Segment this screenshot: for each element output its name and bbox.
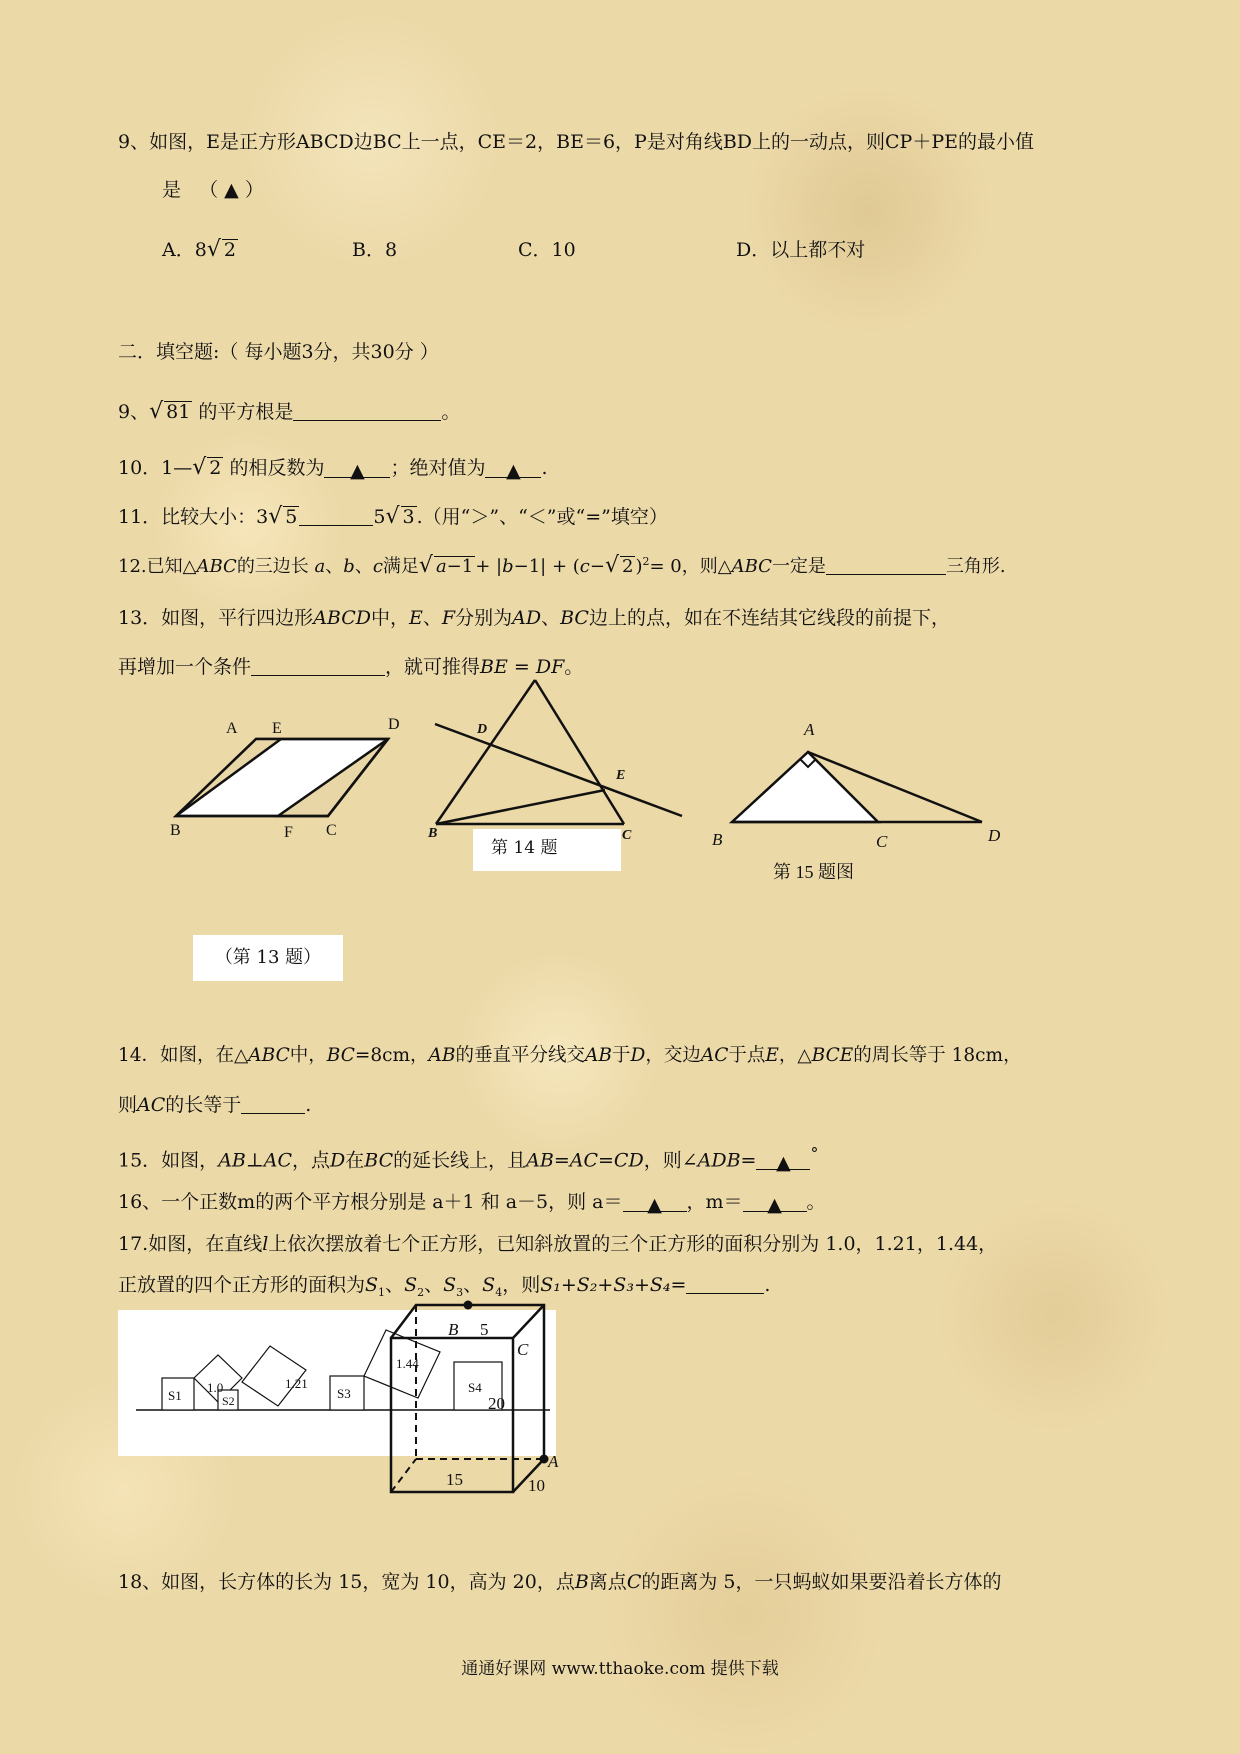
sqrt-symbol: √ (206, 237, 221, 262)
fig15-caption: 第 15 题图 (773, 862, 854, 882)
q18-b: B (574, 1571, 589, 1593)
q12-formula-m2: −1| + ( (513, 556, 580, 577)
q12-c: c (372, 556, 383, 577)
q18-cc: C (626, 1571, 642, 1593)
q12-formula-m3: − (589, 556, 605, 577)
fig17-label-s4: S4 (468, 1380, 482, 1395)
q9a-line1: 9、如图，E是正方形ABCD边BC上一点，CE＝2，BE＝6，P是对角线BD上的一动点，则CP＋PE的最小值 (118, 131, 1034, 153)
q17-line1 (118, 1232, 997, 1256)
q10-radicand: 2 (209, 457, 222, 479)
q16-mark2: ▲ (743, 1193, 807, 1212)
fig15-label-b: B (712, 830, 723, 849)
q14-l2b: 的长等于 (165, 1094, 242, 1116)
q17-l2b: ，则 (502, 1274, 541, 1296)
q17-l2a: 正放置的四个正方形的面积为 (118, 1274, 366, 1296)
q16-end: 。 (806, 1191, 826, 1213)
q12-formula-sqrt (434, 556, 475, 577)
fig13-caption: （第 13 题） (193, 935, 343, 981)
fig13-label-f: F (284, 824, 293, 841)
q17-blank (686, 1275, 764, 1294)
q12-formula-sq: 2 (642, 555, 650, 568)
q15-d: D (330, 1149, 346, 1172)
q10-text2: ；绝对值为 (390, 457, 486, 479)
q17-s1: S (365, 1274, 379, 1296)
q16-b: ，m＝ (686, 1191, 743, 1213)
sqrt-symbol: √ (385, 504, 400, 529)
q15-f: = (740, 1149, 757, 1172)
q14-bc: BC (326, 1045, 355, 1066)
q14-ac2: AC (137, 1094, 166, 1116)
q13-abcd: ABCD (313, 607, 371, 629)
fig14-label-b: B (428, 826, 438, 841)
q15-e: ，则∠ (643, 1149, 698, 1172)
sqrt-symbol: √ (268, 504, 283, 529)
q14-abc: ABC (248, 1045, 290, 1066)
q14-l1f: ，交边 (645, 1045, 701, 1066)
q11-rad1: 5 (285, 506, 298, 528)
q17-s4n: 4 (495, 1285, 503, 1299)
q13-l1a: 13．如图，平行四边形 (118, 607, 314, 629)
sqrt-symbol: √ (604, 553, 619, 578)
q14-blank (241, 1095, 305, 1114)
fig13-label-c: C (326, 822, 337, 839)
q12-blank (826, 556, 946, 575)
fig15-label-d: D (988, 826, 1001, 845)
option-c: C．10 (518, 239, 576, 261)
q15-adb: ADB (697, 1149, 741, 1172)
q12-formula-b: b (502, 556, 514, 577)
q12-formula-m1: −1 (446, 556, 474, 577)
q12-formula-eq: = 0 (649, 556, 682, 577)
q14-l1b: 中， (289, 1045, 327, 1066)
fig18-label-10: 10 (528, 1476, 545, 1495)
q14-l1i: 的周长等于 18cm， (853, 1045, 1022, 1066)
option-d: D．以上都不对 (736, 239, 866, 261)
q12-formula-a: a (435, 556, 447, 577)
fig15-label-a: A (804, 720, 815, 739)
q9b-blank (293, 402, 441, 421)
q17-sum: S₁+S₂+S₃+S₄= (540, 1274, 687, 1296)
q12-prefix: 12.已知△ (118, 556, 197, 577)
q11-rad2: 3 (402, 506, 415, 528)
q13-f: F (441, 607, 456, 629)
sqrt-symbol: √ (149, 399, 164, 424)
q13-line1 (118, 606, 950, 630)
q12-a: a (314, 556, 326, 577)
q12-t2: 满足 (382, 556, 419, 577)
fig14-label-e: E (616, 768, 626, 783)
q13-sep2: 、 (541, 607, 561, 629)
q16-mark1: ▲ (623, 1193, 687, 1212)
q15-d2: 的延长线上，且 (393, 1149, 527, 1172)
q13-ad: AD (512, 607, 542, 629)
fig18-top-right (513, 1305, 544, 1338)
q18-d: 的距离为 5，一只蚂蚁如果要沿着长方体的 (641, 1571, 1002, 1593)
q11-suffix: .（用“＞”、“＜”或“=”填空） (416, 506, 668, 528)
q13-l2b: ，就可推得 (385, 656, 481, 678)
q14-l1c: =8cm， (354, 1045, 429, 1066)
q12-t5: 三角形. (945, 556, 1006, 577)
q12-formula-r2: 2 (622, 556, 634, 577)
q12-sep2: 、 (354, 556, 373, 577)
q12-t1: 的三边长 (236, 556, 309, 577)
section2-title: 二．填空题:（ 每小题3分，共30分 ） (118, 341, 439, 363)
q10-end: . (541, 457, 548, 479)
fig17-label-s3: S3 (337, 1386, 351, 1401)
fig13-label-e: E (272, 720, 282, 737)
q15-c: 在 (345, 1149, 365, 1172)
q9a-answer-mark: （ ▲ ） (199, 179, 264, 201)
sqrt-symbol: √ (418, 553, 433, 578)
q10-prefix: 10．1— (118, 457, 193, 479)
q16-a: 16、一个正数m的两个平方根分别是 a＋1 和 a－5，则 a＝ (118, 1191, 623, 1213)
q9b-end: 。 (441, 401, 461, 423)
fig15-triangle (720, 740, 1010, 840)
q17-s3: S (443, 1274, 457, 1296)
q13-be-df: BE = DF (480, 656, 565, 678)
q11 (118, 505, 668, 529)
q18-c: 离点 (588, 1571, 627, 1593)
q14-ab2: AB (585, 1045, 612, 1066)
q14-ab: AB (428, 1045, 456, 1066)
q15-ab-ac: AB⊥AC (218, 1149, 292, 1172)
fig17-label-a3: 1.44 (396, 1356, 419, 1371)
q11-mid: 5 (373, 506, 386, 528)
q10-text1: 的相反数为 (229, 457, 325, 479)
q17-s2n: 2 (417, 1285, 425, 1299)
q14-end: . (305, 1094, 312, 1116)
q14-line2 (118, 1093, 311, 1117)
fig18-label-20: 20 (488, 1394, 505, 1413)
fig14-ab (436, 680, 535, 824)
option-a (162, 238, 238, 262)
q12-formula-end: ) (635, 556, 643, 577)
q14-d: D (630, 1045, 646, 1066)
q14-line1 (118, 1044, 1022, 1068)
q15-a: 15．如图， (118, 1149, 219, 1172)
q9b-text: 的平方根是 (198, 401, 294, 423)
fig18-label-c: C (517, 1340, 529, 1359)
q9a-line2-text: 是 (162, 179, 182, 201)
fig18-label-a: A (548, 1452, 559, 1471)
q12-abc2: ABC (731, 556, 772, 577)
q17-l1b: 上依次摆放着七个正方形，已知斜放置的三个正方形的面积分别为 1.0，1.21，1.44， (268, 1233, 998, 1255)
q14-l1h: ，△ (778, 1045, 812, 1066)
q14-l1d: 的垂直平分线交 (455, 1045, 586, 1066)
q17-s1n: 1 (378, 1285, 386, 1299)
fig17-label-a1: 1.0 (207, 1380, 224, 1395)
q12 (118, 550, 1006, 579)
q12-t3: ，则△ (681, 556, 732, 577)
fig14-label-c: C (622, 828, 632, 843)
q12-b: b (343, 556, 355, 577)
fig14-caption: 第 14 题 (473, 829, 621, 871)
q14-l1g: 于点 (728, 1045, 766, 1066)
q15-eq: AB=AC=CD (526, 1149, 644, 1172)
fig18-label-5: 5 (480, 1320, 489, 1339)
option-a-radicand: 2 (223, 239, 236, 261)
q13-l2a: 再增加一个条件 (118, 656, 252, 678)
q17-l1a: 17.如图，在直线 (118, 1233, 263, 1255)
q18 (118, 1570, 1002, 1594)
q13-l1c: 分别为 (455, 607, 513, 629)
q13-sep: 、 (422, 607, 442, 629)
q10 (118, 456, 548, 480)
q17-l: l (262, 1233, 269, 1255)
q9b (118, 400, 460, 424)
q11-blank (299, 507, 373, 526)
fig18-label-b: B (448, 1320, 459, 1339)
q12-abc: ABC (196, 556, 237, 577)
q13-e: E (409, 607, 423, 629)
fig18-label-15: 15 (446, 1470, 463, 1489)
q15-end: ° (810, 1144, 819, 1163)
q13-l1d: 边上的点，如在不连结其它线段的前提下， (588, 607, 950, 629)
q17-end: . (764, 1274, 771, 1296)
fig15-abc (732, 752, 878, 822)
q14-bce: BCE (811, 1045, 854, 1066)
fig13-label-d: D (388, 716, 400, 733)
q12-sep1: 、 (325, 556, 344, 577)
q13-bc: BC (560, 607, 589, 629)
q15-b: ，点 (292, 1149, 331, 1172)
q9a-line2 (162, 178, 264, 202)
fig14-triangle (420, 640, 690, 840)
q10-mark2: ▲ (485, 459, 541, 478)
q14-e: E (765, 1045, 779, 1066)
q16 (118, 1190, 826, 1214)
q13-l2c: 。 (564, 656, 584, 678)
option-b: B．8 (352, 239, 398, 261)
q17-s4: S (482, 1274, 496, 1296)
q14-ac: AC (700, 1045, 729, 1066)
fig17-label-s1: S1 (168, 1388, 182, 1403)
fig14-label-d: D (477, 722, 488, 737)
fig18-point-b (464, 1301, 473, 1310)
q12-formula-plus1: + | (475, 556, 503, 577)
q10-mark1: ▲ (324, 459, 390, 478)
q13-blank (251, 657, 385, 676)
sqrt-symbol: √ (192, 455, 207, 480)
q14-l1e: 于 (612, 1045, 631, 1066)
q14-l2a: 则 (118, 1094, 138, 1116)
q12-formula-c: c (579, 556, 590, 577)
footer: 通通好课网 www.tthaoke.com 提供下载 (461, 1659, 779, 1679)
q17-s2: S (404, 1274, 418, 1296)
fig18-back-edges (391, 1305, 544, 1492)
fig17-label-a2: 1.21 (285, 1376, 308, 1391)
fig15-label-c: C (876, 832, 888, 851)
fig13-label-a: A (226, 720, 238, 737)
q15 (118, 1142, 819, 1175)
q9b-radicand: 81 (166, 401, 191, 423)
q15-mark: ▲ (756, 1151, 810, 1170)
option-a-prefix: A．8 (162, 239, 207, 261)
q14-l1a: 14．如图，在△ (118, 1045, 249, 1066)
q17-sep: 、 (385, 1274, 405, 1296)
fig13-label-b: B (170, 822, 181, 839)
q11-prefix: 11．比较大小：3 (118, 506, 269, 528)
q17-sep2: 、 (424, 1274, 444, 1296)
q13-l1b: 中， (371, 607, 410, 629)
q12-t4: 一定是 (771, 556, 826, 577)
q9b-num: 9、 (118, 401, 150, 423)
q18-a: 18、如图，长方体的长为 15，宽为 10，高为 20，点 (118, 1571, 575, 1593)
fig13-parallelogram (160, 720, 410, 840)
q17-s3n: 3 (456, 1285, 464, 1299)
fig17-label-s2: S2 (222, 1394, 235, 1408)
q15-bc: BC (364, 1149, 394, 1172)
fig18-hidden-d (391, 1459, 416, 1492)
fig14-be (436, 790, 605, 824)
q17-sep3: 、 (463, 1274, 483, 1296)
